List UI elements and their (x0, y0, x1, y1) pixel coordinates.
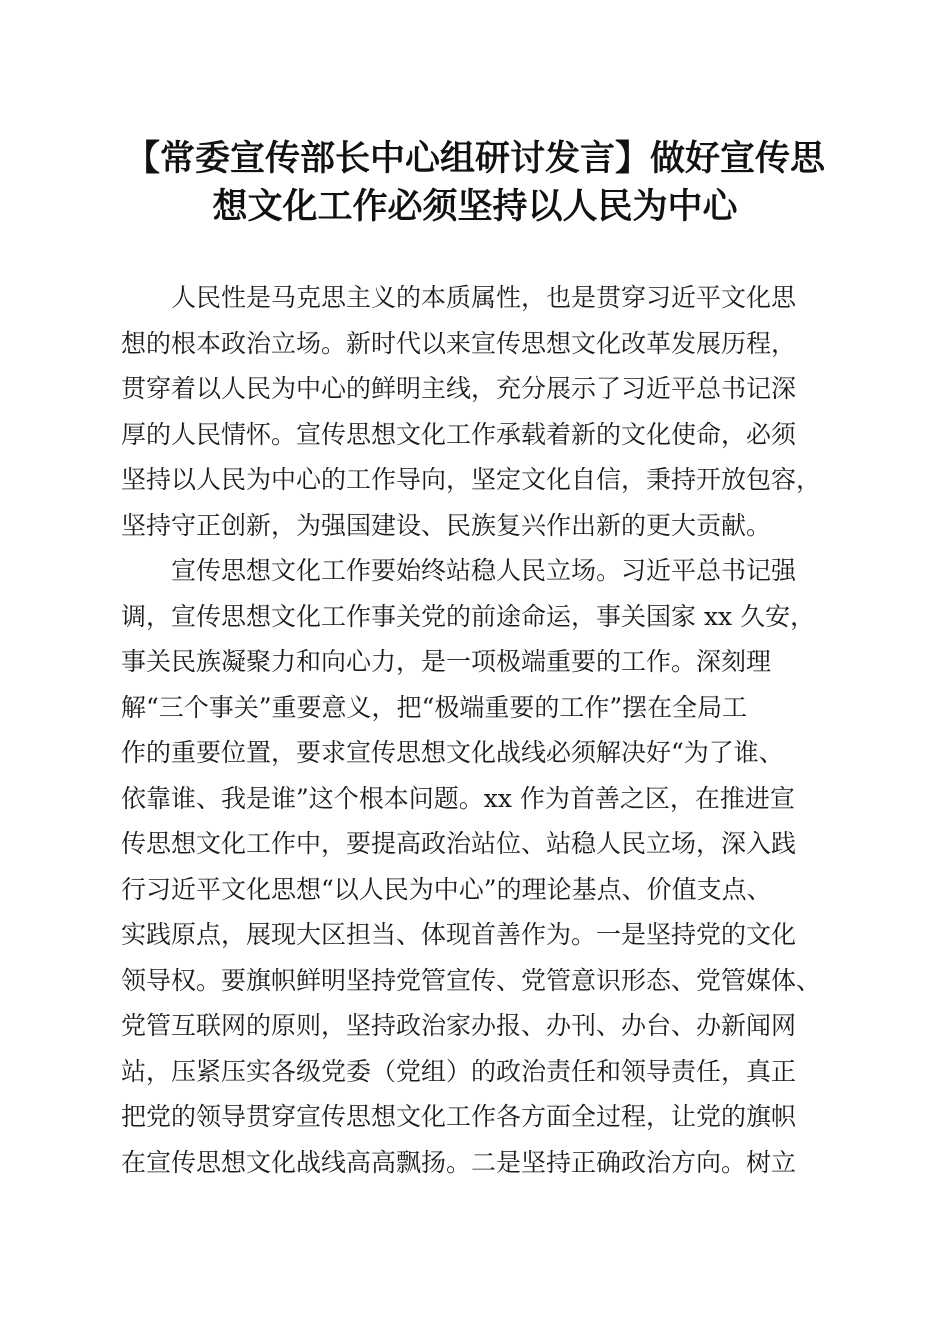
paragraph-line: 党管互联网的原则，坚持政治家办报、办刊、办台、办新闻网 (121, 1011, 797, 1040)
paragraph-line: 传思想文化工作中，要提高政治站位、站稳人民立场，深入践 (121, 829, 797, 858)
title-line: 【常委宣传部长中心组研讨发言】做好宣传思 (124, 138, 825, 179)
paragraph-line: 行习近平文化思想“以人民为中心”的理论基点、价值支点、 (121, 874, 772, 904)
paragraph-1 (121, 275, 841, 548)
paragraph-line: 调，宣传思想文化工作事关党的前途命运，事关国家 xx 久安， (121, 601, 816, 631)
paragraph-2 (121, 548, 841, 1185)
paragraph-line: 站，压紧压实各级党委（党组）的政治责任和领导责任，真正 (121, 1056, 797, 1086)
paragraph-line: 领导权。要旗帜鲜明坚持党管宣传、党管意识形态、党管媒体、 (121, 965, 822, 995)
paragraph-line: 厚的人民情怀。宣传思想文化工作承载着新的文化使命，必须 (121, 419, 797, 449)
paragraph-line: 想的根本政治立场。新时代以来宣传思想文化改革发展历程， (121, 328, 797, 358)
paragraph-line: 解“三个事关”重要意义，把“极端重要的工作”摆在全局工 (121, 692, 748, 722)
paragraph-line: 人民性是马克思主义的本质属性，也是贯穿习近平文化思 (171, 283, 797, 312)
document-title (100, 135, 850, 231)
document-body (121, 275, 841, 1185)
paragraph-line: 在宣传思想文化战线高高飘扬。二是坚持正确政治方向。树立 (121, 1147, 797, 1177)
paragraph-line: 坚持守正创新，为强国建设、民族复兴作出新的更大贡献。 (121, 510, 772, 540)
paragraph-line: 宣传思想文化工作要始终站稳人民立场。习近平总书记强 (171, 556, 797, 585)
paragraph-line: 事关民族凝聚力和向心力，是一项极端重要的工作。深刻理 (121, 647, 772, 676)
paragraph-line: 坚持以人民为中心的工作导向，坚定文化自信，秉持开放包容， (121, 465, 822, 494)
paragraph-line: 依靠谁、我是谁”这个根本问题。xx 作为首善之区，在推进宣 (121, 783, 795, 813)
paragraph-line: 作的重要位置，要求宣传思想文化战线必须解决好“为了谁、 (121, 738, 784, 767)
title-line: 想文化工作必须坚持以人民为中心 (212, 186, 738, 227)
paragraph-line: 把党的领导贯穿宣传思想文化工作各方面全过程，让党的旗帜 (121, 1102, 797, 1131)
paragraph-line: 实践原点，展现大区担当、体现首善作为。一是坚持党的文化 (121, 920, 797, 949)
paragraph-line: 贯穿着以人民为中心的鲜明主线，充分展示了习近平总书记深 (121, 374, 797, 403)
